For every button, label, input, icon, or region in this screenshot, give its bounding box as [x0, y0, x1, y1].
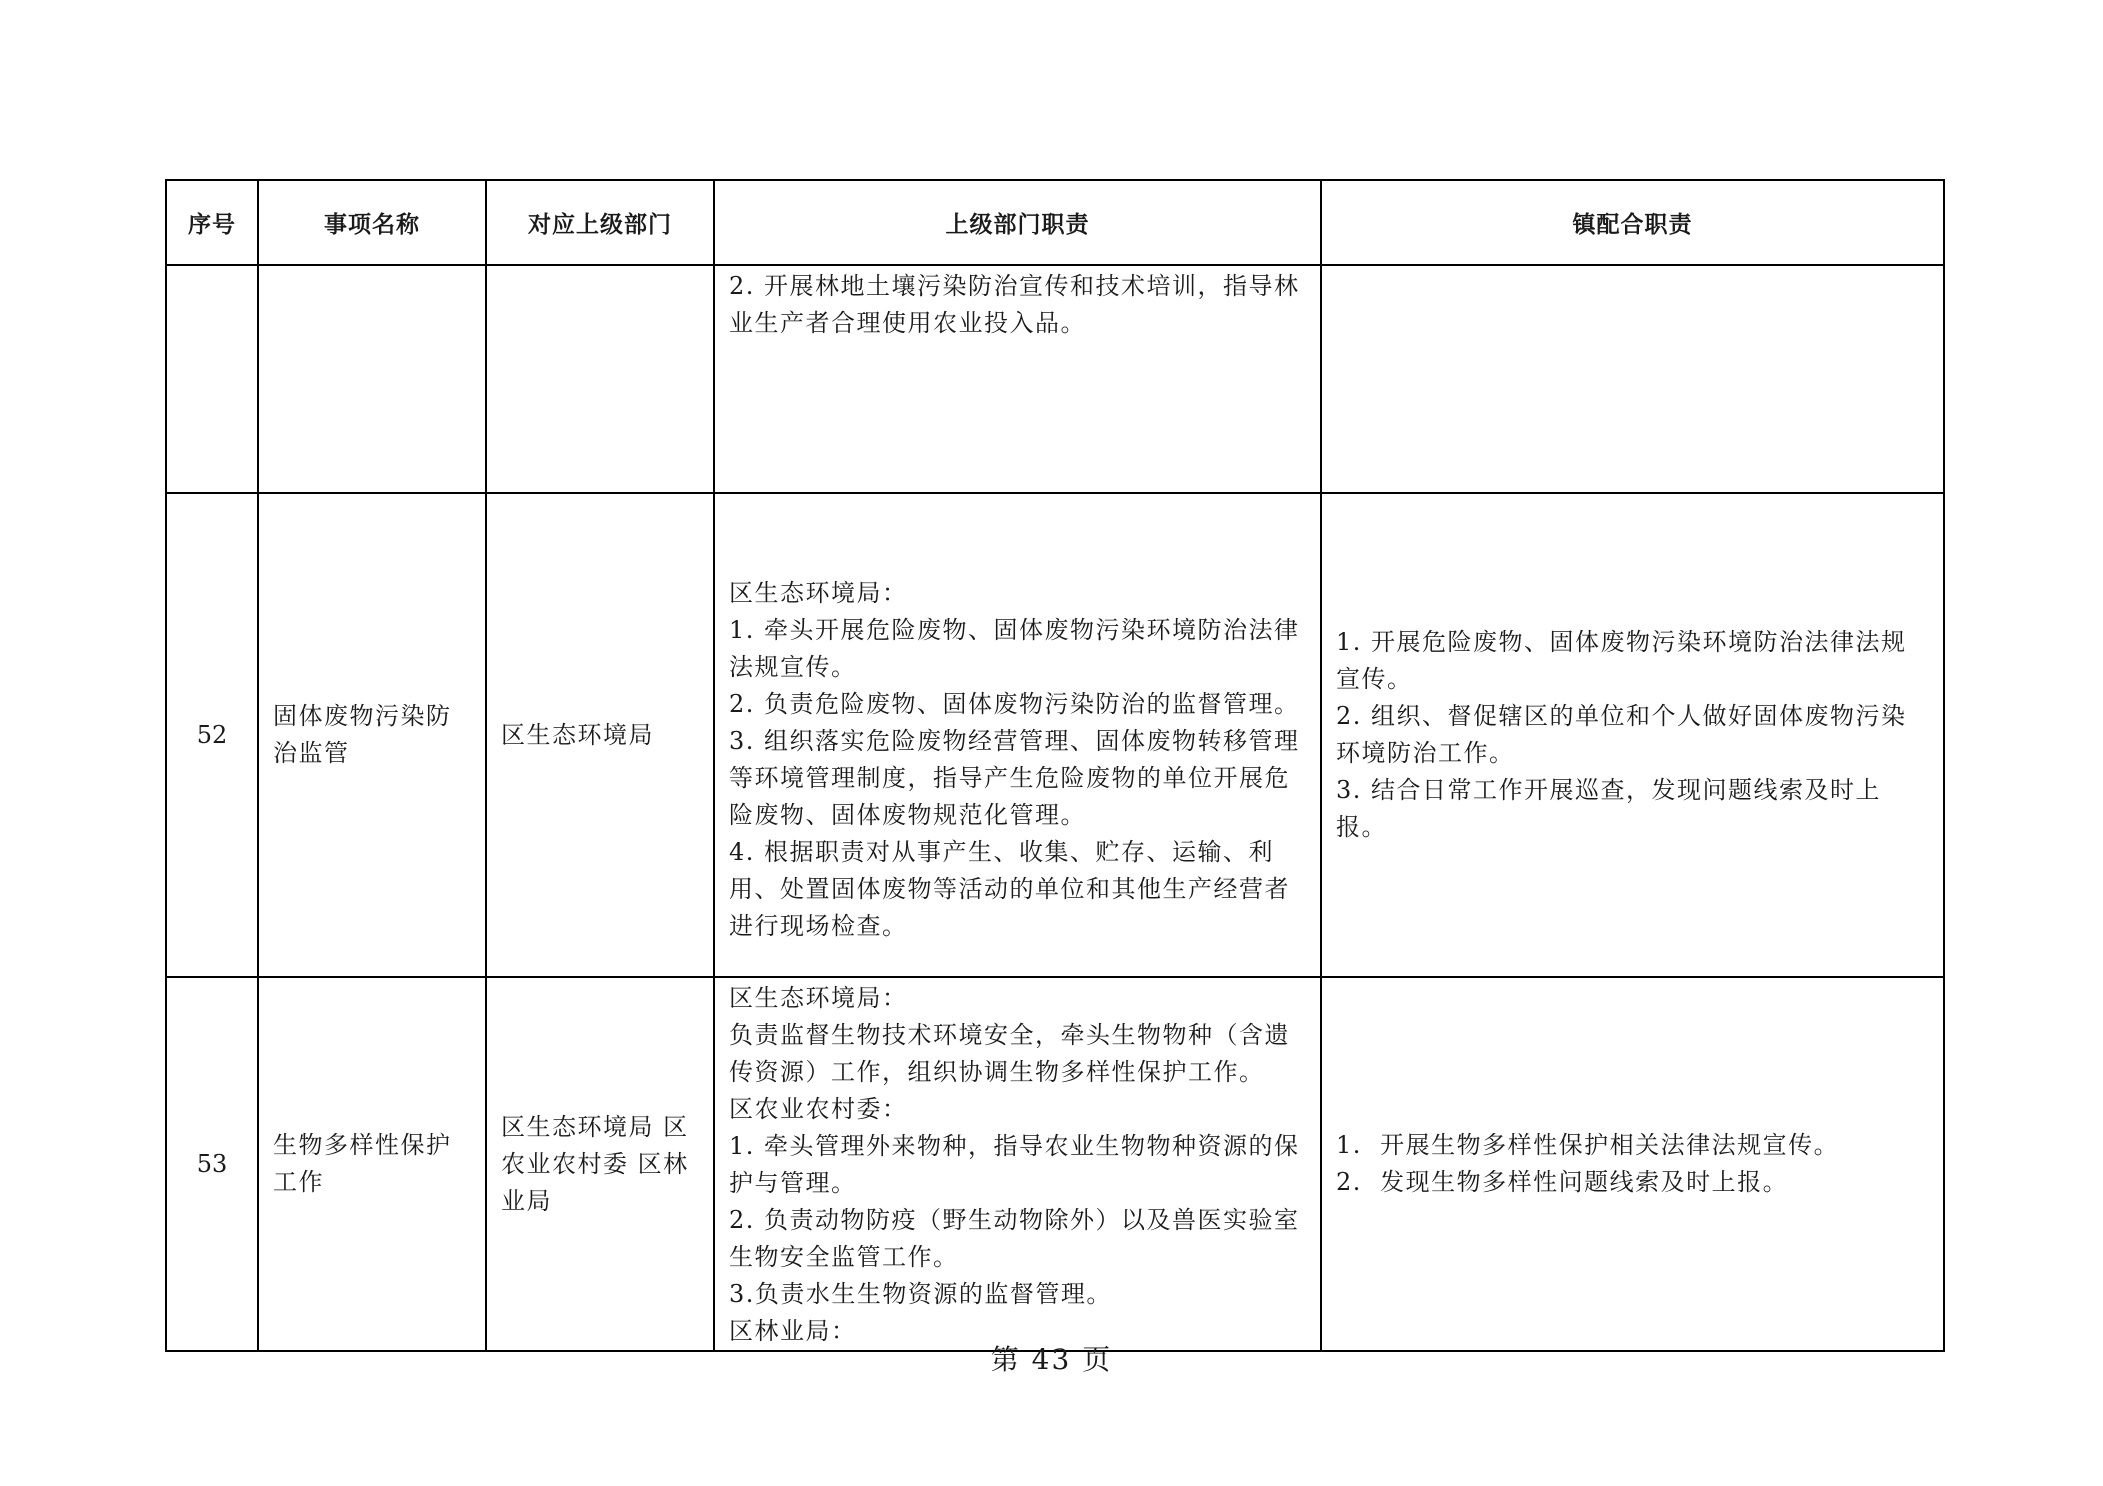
- dept-duty-cell: [714, 493, 1321, 977]
- dept-name: 区生态环境局 区农业农村委 区林业局: [486, 977, 714, 1351]
- dept-duty-line: 2. 开展林地土壤污染防治宣传和技术培训，指导林业生产者合理使用农业投入品。: [729, 272, 1300, 337]
- dept-duty-line: 区农业农村委：: [729, 1095, 908, 1123]
- dept-duty-line: 3.负责水生生物资源的监督管理。: [729, 1280, 1112, 1308]
- town-duty-line: 3. 结合日常工作开展巡查，发现问题线索及时上报。: [1336, 776, 1882, 841]
- town-duty-cell: [1321, 265, 1944, 493]
- table-row: [166, 493, 1944, 977]
- header-dept: 对应上级部门: [486, 180, 714, 265]
- table-header: [166, 180, 1944, 265]
- table-row: [166, 265, 1944, 493]
- dept-duty-cell: [714, 265, 1321, 493]
- dept-name: 区生态环境局: [486, 493, 714, 977]
- dept-duty-line: 区生态环境局：: [729, 984, 908, 1012]
- item-name: 生物多样性保护工作: [258, 977, 486, 1351]
- town-duty-cell: [1321, 977, 1944, 1351]
- table-row: [166, 977, 1944, 1351]
- row-number: [166, 265, 258, 493]
- responsibility-table: [165, 179, 1945, 1352]
- page-number: 第 43 页: [990, 1343, 1113, 1376]
- dept-duty-line: 负责监督生物技术环境安全，牵头生物物种（含遗传资源）工作，组织协调生物多样性保护工作。: [729, 1021, 1290, 1086]
- dept-duty-line: 1. 牵头开展危险废物、固体废物污染环境防治法律法规宣传。: [729, 616, 1300, 681]
- table-body: [166, 265, 1944, 1351]
- dept-duty-line: 4. 根据职责对从事产生、收集、贮存、运输、利用、处置固体废物等活动的单位和其他生产经营者进行现场检查。: [729, 838, 1290, 940]
- row-number: 53: [166, 977, 258, 1351]
- header-town-duty: 镇配合职责: [1321, 180, 1944, 265]
- dept-duty-line: 2. 负责动物防疫（野生动物除外）以及兽医实验室生物安全监管工作。: [729, 1206, 1300, 1271]
- dept-name: [486, 265, 714, 493]
- header-dept-duty: 上级部门职责: [714, 180, 1321, 265]
- dept-duty-cell: [714, 977, 1321, 1351]
- dept-duty-line: 区生态环境局：: [729, 579, 908, 607]
- town-duty-line: 1. 开展生物多样性保护相关法律法规宣传。: [1336, 1131, 1840, 1159]
- header-item-name: 事项名称: [258, 180, 486, 265]
- item-name: 固体废物污染防治监管: [258, 493, 486, 977]
- header-row: [166, 180, 1944, 265]
- item-name: [258, 265, 486, 493]
- row-number: 52: [166, 493, 258, 977]
- town-duty-line: 2. 组织、督促辖区的单位和个人做好固体废物污染环境防治工作。: [1336, 702, 1907, 767]
- dept-duty-line: 区林业局：: [729, 1317, 857, 1345]
- dept-duty-line: 3. 组织落实危险废物经营管理、固体废物转移管理等环境管理制度，指导产生危险废物的单位开展危险废物、固体废物规范化管理。: [729, 727, 1300, 829]
- dept-duty-line: 1. 牵头管理外来物种，指导农业生物物种资源的保护与管理。: [729, 1132, 1300, 1197]
- town-duty-line: 1. 开展危险废物、固体废物污染环境防治法律法规宣传。: [1336, 628, 1907, 693]
- town-duty-line: 2. 发现生物多样性问题线索及时上报。: [1336, 1168, 1789, 1196]
- header-no: 序号: [166, 180, 258, 265]
- dept-duty-line: 2. 负责危险废物、固体废物污染防治的监督管理。: [729, 690, 1300, 718]
- town-duty-cell: [1321, 493, 1944, 977]
